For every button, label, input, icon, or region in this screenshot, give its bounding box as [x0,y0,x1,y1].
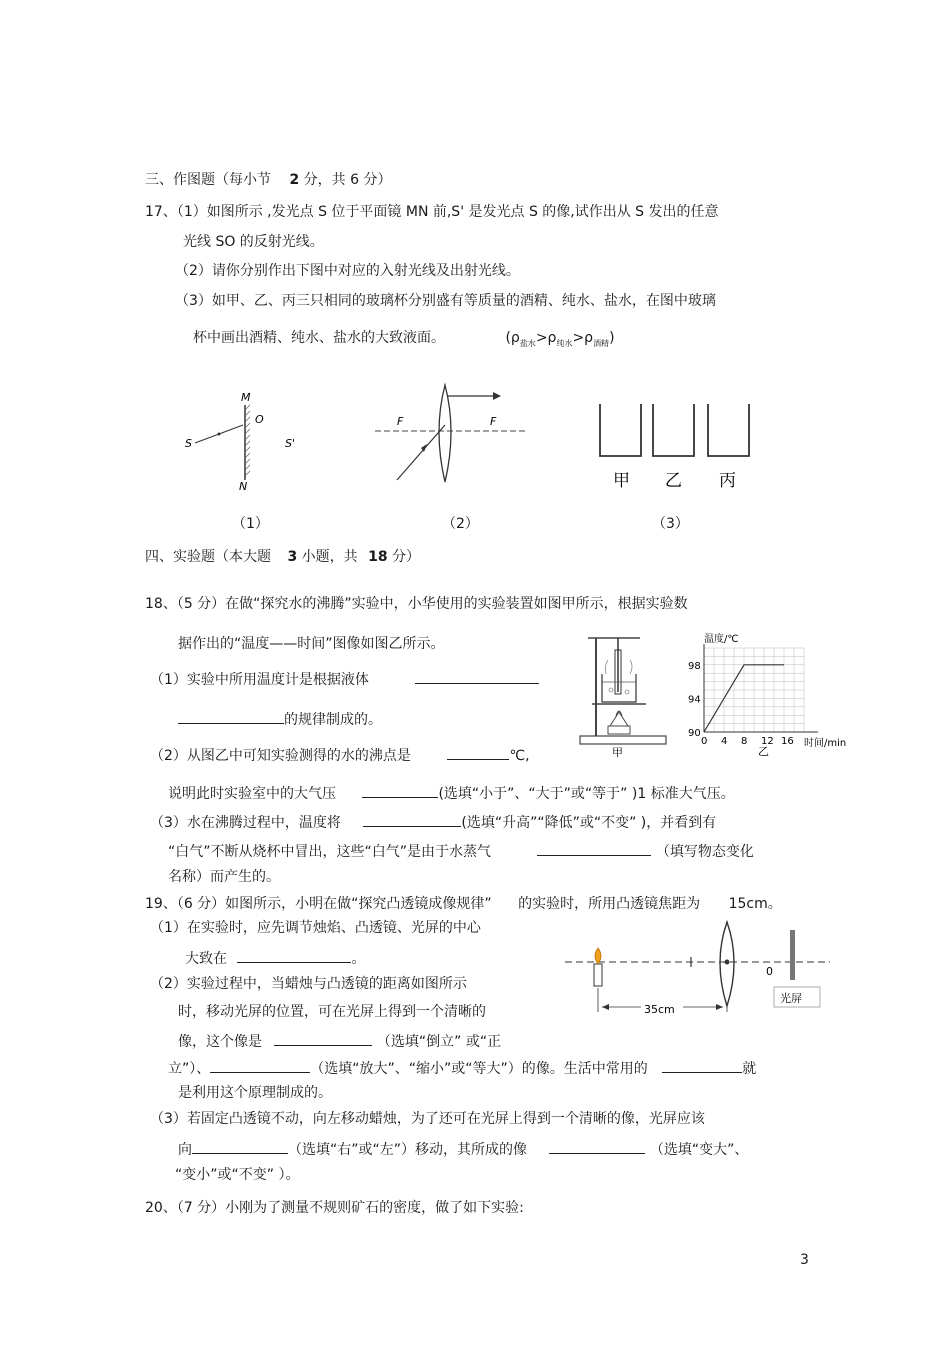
q17-part2: （2）请你分别作出下图中对应的入射光线及出射光线。 [175,263,520,279]
cup-jia-label: 甲 [613,471,630,491]
q19-sub1b: 大致在 。 [185,948,365,968]
label-O: O [255,413,264,426]
q19-sub3b: 向 （选填“右”或“左”）移动，其所成的像 （选填“变大”、 [178,1139,748,1159]
q18-sub3a: （3）水在沸腾过程中，温度将 (选填“升高”“降低”或“不变” )，并看到有 [150,812,716,832]
q18-blank3[interactable] [447,745,509,760]
q18-sub2a: （2）从图乙中可知实验测得的水的沸点是 ℃, [150,745,530,765]
q19-blank3[interactable] [210,1058,310,1073]
q18-blank1[interactable] [415,669,539,684]
q19-sub2e: 立”）、 （选填“放大”、“缩小”或“等大”）的像。生活中常用的 就 [168,1058,756,1078]
q19-sub3e: “变小”或“不变” ）。 [175,1167,300,1183]
chart-xlabel: 时间/min [804,738,847,749]
label-N: N [239,480,248,493]
bench-distance: 35cm [644,1003,675,1016]
label-S: S [185,437,192,450]
chart-ylabel: 温度/℃ [704,634,739,645]
q18-blank4[interactable] [362,783,438,798]
q17-part1-line1: 17、（1）如图所示 ,发光点 S 位于平面镜 MN 前,S' 是发光点 S 的像,试作出从 S 发出的任意 [145,204,719,220]
x-tick-label: 16 [781,736,794,747]
q20-line1: 20、（7 分）小刚为了测量不规则矿石的密度，做了如下实验: [145,1200,524,1216]
y-tick-label: 90 [688,728,701,739]
q19-blank4[interactable] [662,1058,742,1073]
label-F-right: F [490,415,497,428]
q19-line1: 19、（6 分）如图所示，小明在做“探究凸透镜成像规律” 的实验时，所用凸透镜焦距为 15cm。 [145,896,782,912]
q19-blank2[interactable] [274,1031,372,1046]
q19-blank5[interactable] [192,1139,288,1154]
bench-screen-label: 光屏 [780,992,802,1005]
q19-blank1[interactable] [237,948,351,963]
boiling-apparatus-figure [578,630,678,758]
lens-figure [375,382,535,497]
q18-sub3c: “白气”不断从烧杯中冒出，这些“白气”是由于水蒸气 （填写物态变化 [168,841,754,861]
chart-axes [704,644,818,732]
mirror-figure [175,385,305,495]
q19-blank6[interactable] [549,1139,645,1154]
fig3-caption: （3） [652,516,689,532]
label-F-left: F [397,415,404,428]
q19-sub2b: 时，移动光屏的位置，可在光屏上得到一个清晰的 [178,1004,486,1020]
q18-sub1a: （1）实验中所用温度计是根据液体 [150,669,539,689]
y-tick-label: 98 [688,660,701,672]
cup-yi-label: 乙 [665,471,682,491]
y-tick-label: 94 [688,694,701,706]
q18-blank6[interactable] [537,841,651,856]
section4-title: 四、实验题（本大题 3 小题，共 18 分） [145,549,421,565]
q19-sub2a: （2）实验过程中，当蜡烛与凸透镜的距离如图所示 [150,976,467,992]
x-tick-label: 4 [721,736,728,747]
x-tick-label: 8 [741,736,748,747]
chart-label-yi: 乙 [758,745,769,756]
q18-line2: 据作出的“温度——时间”图像如图乙所示。 [178,636,445,652]
q17-part1-line2: 光线 SO 的反射光线。 [183,234,324,250]
section3-title: 三、作图题（每小节 2 分，共 6 分） [145,172,392,188]
temperature-time-chart [680,628,860,756]
label-M: M [241,391,251,404]
q18-sub3e: 名称）而产生的。 [168,869,280,885]
q18-sub1b: 的规律制成的。 [178,709,382,729]
density-relation: $(\rho_{盐水}>\rho_{纯水}>\rho_{酒精})$ [505,330,615,348]
lens-bench-figure [565,918,835,1023]
bench-zero: 0 [766,965,773,978]
q19-sub2c: 像，这个像是 （选填“倒立” 或“正 [178,1031,501,1051]
q18-blank5[interactable] [363,812,461,827]
page-number: 3 [800,1252,809,1268]
q18-sub2b: 说明此时实验室中的大气压 (选填“小于”、“大于”或“等于” )1 标准大气压。 [168,783,735,803]
q19-sub3a: （3）若固定凸透镜不动，向左移动蜡烛，为了还可在光屏上得到一个清晰的像，光屏应该 [150,1111,705,1127]
apparatus-label-jia: 甲 [612,746,623,758]
fig1-caption: （1） [232,516,269,532]
q19-sub1a: （1）在实验时，应先调节烛焰、凸透镜、光屏的中心 [150,920,481,936]
cups-figure [595,398,760,493]
q18-blank2[interactable] [178,709,284,724]
q18-line1: 18、（5 分）在做“探究水的沸腾”实验中，小华使用的实验装置如图甲所示，根据实验数 [145,596,688,612]
q17-part3-line1: （3）如甲、乙、丙三只相同的玻璃杯分别盛有等质量的酒精、纯水、盐水，在图中玻璃 [175,293,716,309]
chart-grid [704,648,804,732]
x-tick-label: 12 [761,736,774,747]
cup-bing-label: 丙 [719,471,736,491]
x-tick-label: 0 [701,736,708,747]
q19-sub2h: 是利用这个原理制成的。 [178,1085,332,1101]
q17-part3-line2: 杯中画出酒精、纯水、盐水的大致液面。 $(\rho_{盐水}>\rho_{纯水}>\rho_{酒精})$ [193,330,615,348]
fig2-caption: （2） [442,516,479,532]
label-S-prime: S' [285,437,296,450]
